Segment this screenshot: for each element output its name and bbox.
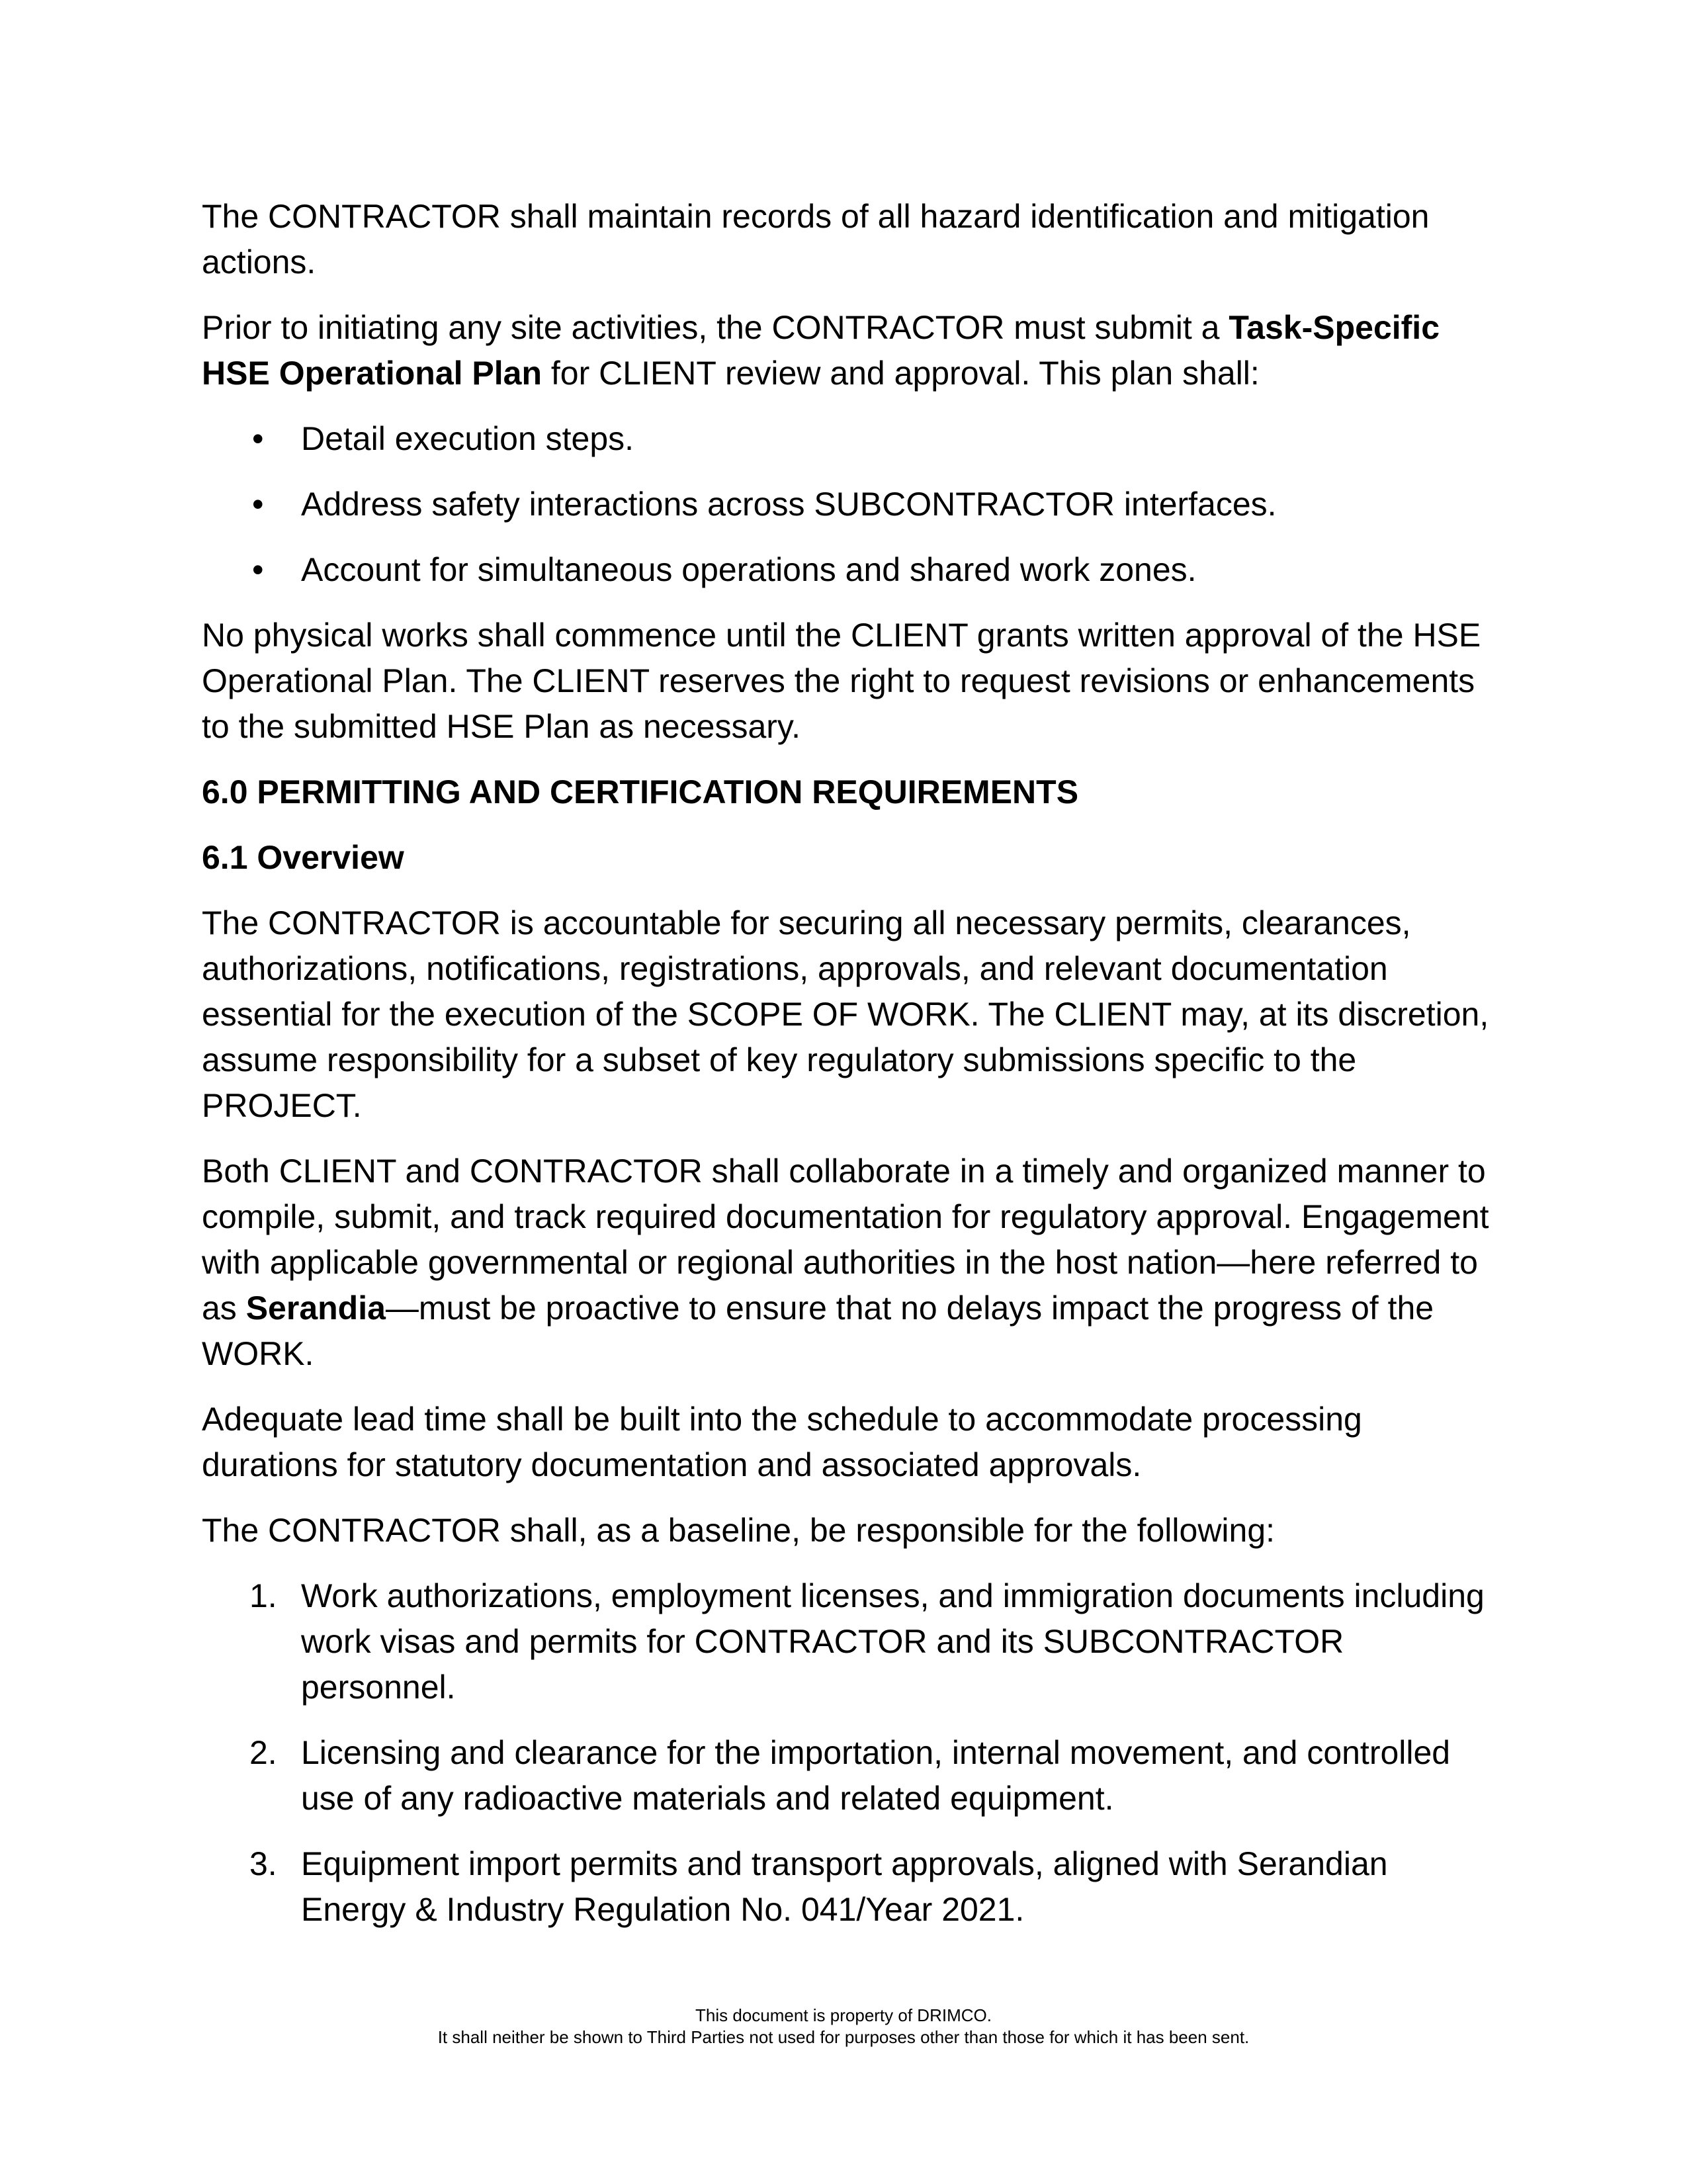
paragraph-no-physical-works — [202, 613, 1492, 750]
paragraph-hazard-records — [202, 194, 1492, 285]
numbered-list — [202, 1573, 1492, 1933]
bullet-icon: • — [252, 486, 264, 523]
paragraph-lead-time — [202, 1397, 1492, 1488]
paragraph-text: The CONTRACTOR shall maintain records of all hazard identification and mitigation actions. — [202, 198, 1430, 281]
list-number: 1. — [249, 1577, 277, 1614]
numbered-item-3 — [202, 1841, 1492, 1933]
numbered-item-text: Equipment import permits and transport approvals, aligned with Serandian Energy & Industry Regulation No. 041/Year 2021. — [301, 1845, 1388, 1928]
list-number: 3. — [249, 1845, 277, 1882]
bullet-icon: • — [252, 420, 264, 457]
paragraph-text: —must be proactive to ensure that no delays impact the progress of the WORK. — [202, 1289, 1434, 1372]
document-body — [202, 194, 1492, 1952]
paragraph-text: Adequate lead time shall be built into the schedule to accommodate processing durations for statutory documentation and associated approvals. — [202, 1401, 1362, 1483]
paragraph-text: The CONTRACTOR is accountable for securing all necessary permits, clearances, authorizations, notifications, registrations, approvals, and relevant documentation essential for the execution of the SCOPE OF WORK. The CLIENT may, at its discretion, assume responsibility for a subset of key regulatory submissions specific to the PROJECT. — [202, 904, 1489, 1124]
numbered-item-2 — [202, 1730, 1492, 1821]
paragraph-collaboration — [202, 1149, 1492, 1377]
bold-phrase-serandia: Serandia — [245, 1289, 386, 1327]
footer-disclaimer-line: It shall neither be shown to Third Parties not used for purposes other than those for which it has been sent. — [437, 2027, 1250, 2047]
bullet-item — [202, 416, 1492, 462]
numbered-item-text: Work authorizations, employment licenses, and immigration documents including work visas and permits for CONTRACTOR and its SUBCONTRACTOR personnel. — [301, 1577, 1485, 1706]
bold-phrase-task-specific-hse-plan: Task-Specific HSE Operational Plan — [202, 309, 1440, 392]
list-number: 2. — [249, 1734, 277, 1771]
page-footer — [0, 2005, 1687, 2048]
numbered-item-text: Licensing and clearance for the importation, internal movement, and controlled use of any radioactive materials and related equipment. — [301, 1734, 1451, 1817]
paragraph-text: The CONTRACTOR shall, as a baseline, be responsible for the following: — [202, 1512, 1276, 1549]
bullet-item — [202, 547, 1492, 593]
paragraph-text: for CLIENT review and approval. This plan shall: — [542, 355, 1260, 392]
footer-property-line: This document is property of DRIMCO. — [695, 2005, 992, 2025]
numbered-item-1 — [202, 1573, 1492, 1710]
paragraph-text: Both CLIENT and CONTRACTOR shall collaborate in a timely and organized manner to compile, submit, and track required documentation for regulatory approval. Engagement with applicable governmental or regional authorities in the host nation—here referred to as — [202, 1153, 1489, 1327]
paragraph-prior-to-initiating — [202, 305, 1492, 396]
paragraph-contractor-accountable — [202, 900, 1492, 1129]
bullet-list — [202, 416, 1492, 593]
bullet-item-text: Account for simultaneous operations and shared work zones. — [301, 551, 1197, 588]
paragraph-text: No physical works shall commence until the CLIENT grants written approval of the HSE Operational Plan. The CLIENT reserves the right to request revisions or enhancements to the submitted HSE Plan as necessary. — [202, 617, 1481, 745]
bullet-item-text: Detail execution steps. — [301, 420, 634, 457]
bullet-item — [202, 482, 1492, 527]
section-heading-6-1: 6.1 Overview — [202, 839, 404, 876]
bullet-icon: • — [252, 551, 264, 588]
section-heading-6-0: 6.0 PERMITTING AND CERTIFICATION REQUIREMENTS — [202, 773, 1079, 810]
paragraph-text: Prior to initiating any site activities, the CONTRACTOR must submit a — [202, 309, 1229, 346]
paragraph-baseline-responsibilities — [202, 1508, 1492, 1553]
bullet-item-text: Address safety interactions across SUBCONTRACTOR interfaces. — [301, 486, 1277, 523]
